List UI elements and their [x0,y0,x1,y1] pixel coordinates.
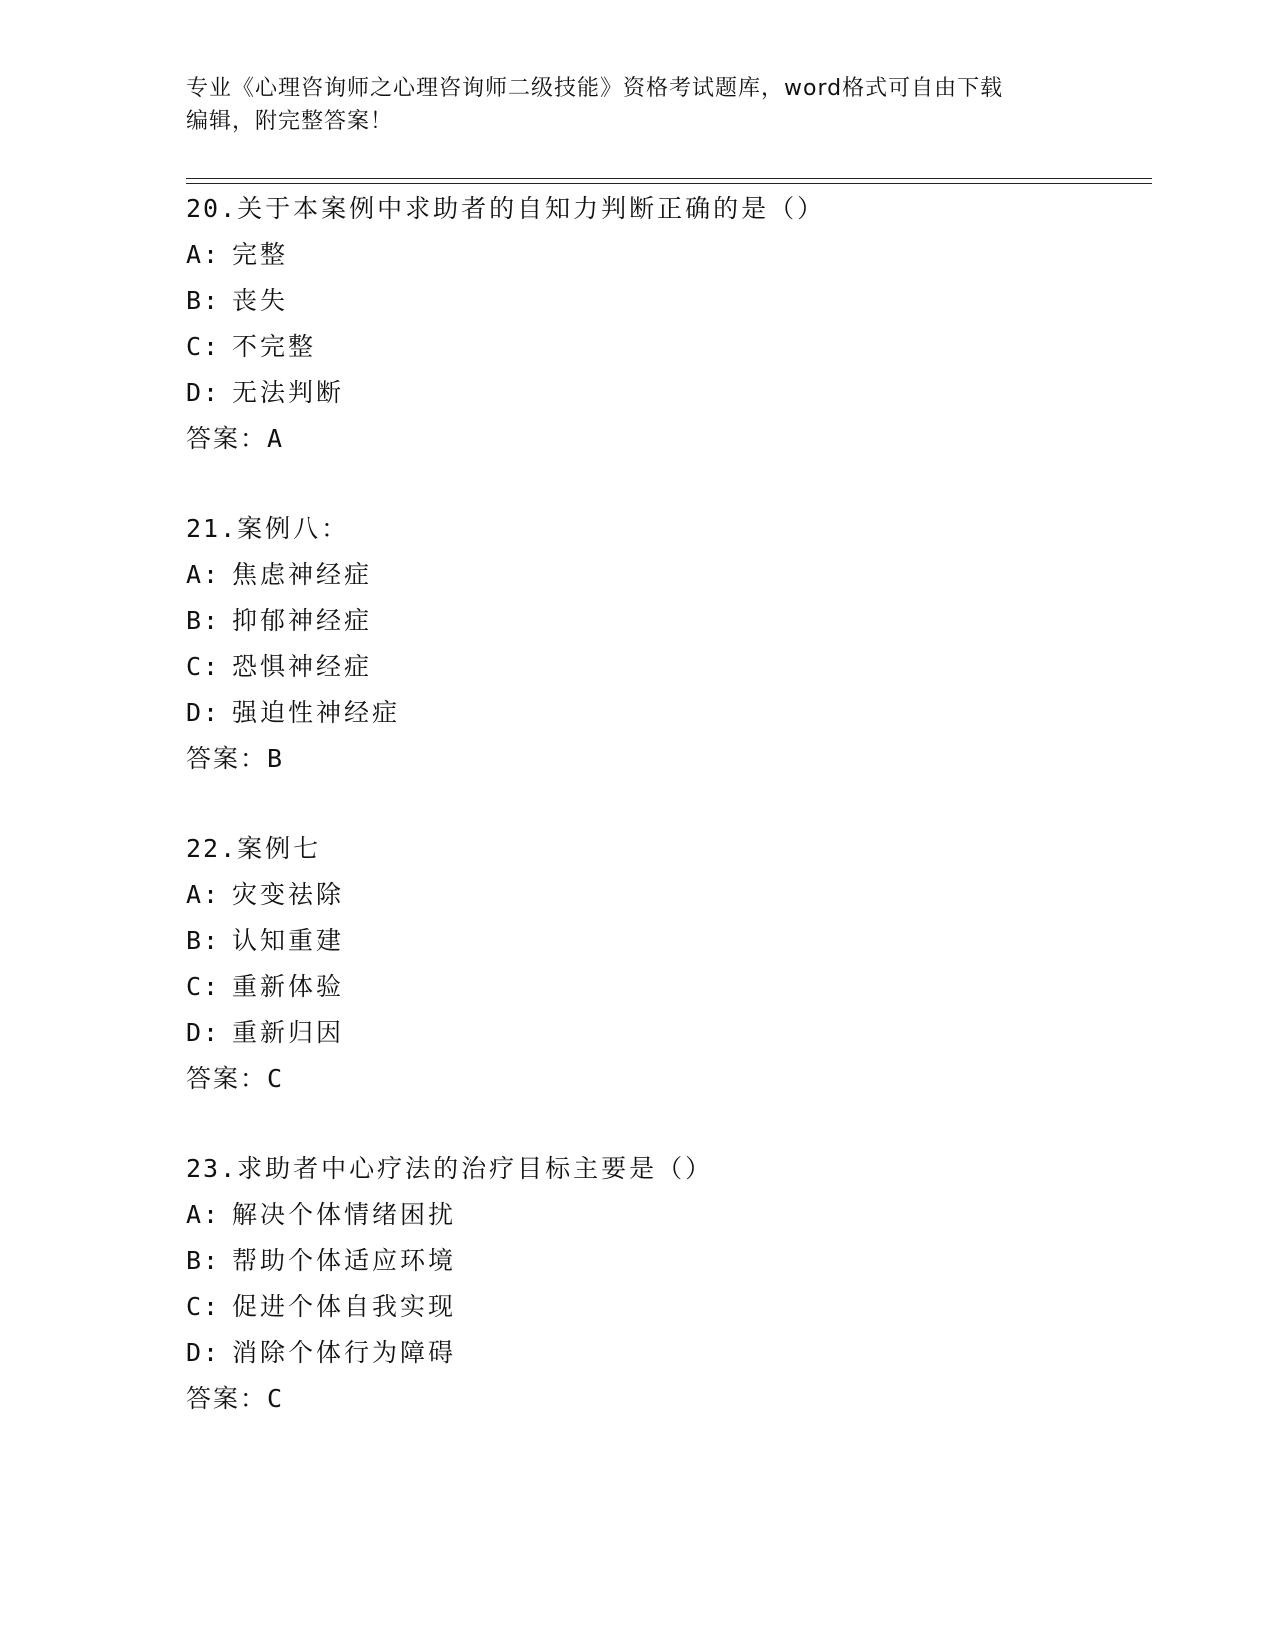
option-text: 强迫性神经症 [232,698,401,727]
option-a [186,552,1136,598]
answer-line [186,736,1136,782]
question-block [186,506,1136,782]
option-text: 重新归因 [232,1018,345,1047]
option-b [186,918,1136,964]
option-text: 帮助个体适应环境 [232,1246,457,1275]
answer-value: A [267,424,285,453]
question-text: 案例八： [237,514,350,543]
option-label: B: [186,286,221,315]
option-c [186,1284,1136,1330]
option-b [186,278,1136,324]
question-block [186,186,1136,462]
document-header [186,72,1086,138]
option-text: 完整 [232,240,289,269]
question-text: 关于本案例中求助者的自知力判断正确的是（） [237,194,826,223]
option-a [186,232,1136,278]
answer-prefix: 答案： [186,1064,268,1093]
header-line-2: 编辑，附完整答案！ [186,109,394,134]
question-block [186,826,1136,1102]
question-text: 案例七 [237,834,322,863]
option-a [186,1192,1136,1238]
answer-value: C [267,1064,285,1093]
option-label: B: [186,606,221,635]
option-text: 恐惧神经症 [232,652,373,681]
option-label: A: [186,560,221,589]
option-text: 灾变祛除 [232,880,345,909]
option-text: 促进个体自我实现 [232,1292,457,1321]
header-line-1: 专业《心理咨询师之心理咨询师二级技能》资格考试题库，word格式可自由下载 [186,76,1004,101]
answer-line [186,416,1136,462]
option-label: A: [186,1200,221,1229]
question-number: 22. [186,834,238,863]
option-label: A: [186,240,221,269]
option-text: 不完整 [232,332,317,361]
header-divider-bottom [186,183,1152,184]
option-label: C: [186,652,221,681]
header-divider-top [186,178,1152,179]
option-label: A: [186,880,221,909]
option-label: C: [186,972,221,1001]
question-title [186,1146,1136,1192]
question-title [186,506,1136,552]
option-label: C: [186,332,221,361]
option-d [186,370,1136,416]
option-d [186,1010,1136,1056]
option-c [186,964,1136,1010]
option-c [186,644,1136,690]
option-label: C: [186,1292,221,1321]
option-text: 解决个体情绪困扰 [232,1200,457,1229]
option-c [186,324,1136,370]
option-text: 焦虑神经症 [232,560,373,589]
option-text: 抑郁神经症 [232,606,373,635]
question-number: 20. [186,194,238,223]
question-title [186,186,1136,232]
option-text: 丧失 [232,286,289,315]
question-text: 求助者中心疗法的治疗目标主要是（） [237,1154,714,1183]
option-label: B: [186,1246,221,1275]
answer-prefix: 答案： [186,744,268,773]
answer-value: C [267,1384,285,1413]
option-text: 认知重建 [232,926,345,955]
option-text: 消除个体行为障碍 [232,1338,457,1367]
option-label: D: [186,1338,221,1367]
option-b [186,1238,1136,1284]
option-d [186,690,1136,736]
option-a [186,872,1136,918]
answer-value: B [267,744,285,773]
option-label: D: [186,1018,221,1047]
answer-line [186,1376,1136,1422]
question-title [186,826,1136,872]
option-label: D: [186,378,221,407]
answer-prefix: 答案： [186,424,268,453]
option-label: D: [186,698,221,727]
answer-prefix: 答案： [186,1384,268,1413]
option-text: 重新体验 [232,972,345,1001]
question-number: 21. [186,514,238,543]
option-text: 无法判断 [232,378,345,407]
option-d [186,1330,1136,1376]
question-block [186,1146,1136,1422]
option-b [186,598,1136,644]
question-number: 23. [186,1154,238,1183]
answer-line [186,1056,1136,1102]
option-label: B: [186,926,221,955]
